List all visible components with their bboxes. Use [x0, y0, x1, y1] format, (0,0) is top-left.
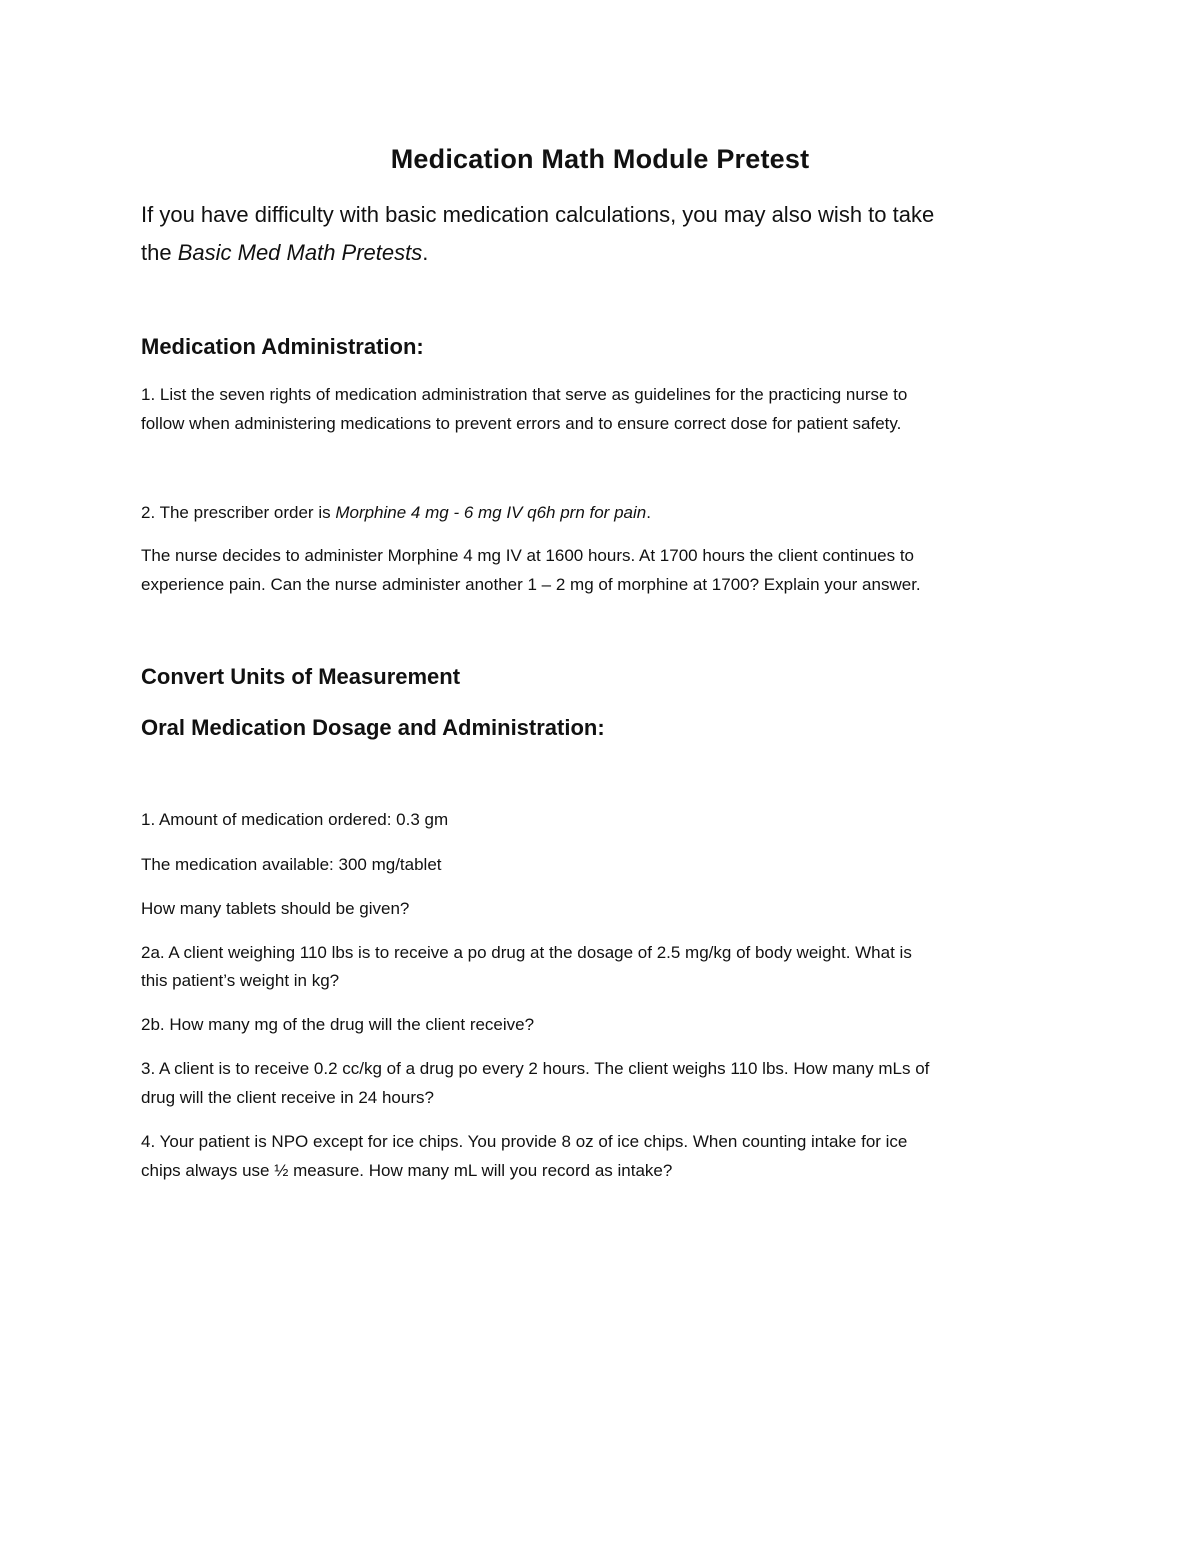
oral-q1-question: How many tablets should be given? [141, 899, 410, 918]
admin-q2-line-2: experience pain. Can the nurse administer another 1 – 2 mg of morphine at 1700? Explain your answer. [141, 575, 921, 594]
section-heading-oral-medication: Oral Medication Dosage and Administration: [141, 715, 605, 740]
section-heading-administration: Medication Administration: [141, 334, 424, 359]
oral-q1-available: The medication available: 300 mg/tablet [141, 855, 442, 874]
admin-q1-line-2: follow when administering medications to prevent errors and to ensure correct dose for patient safety. [141, 414, 902, 433]
admin-q2-order [141, 503, 651, 523]
intro-prefix: the [141, 240, 178, 265]
intro-suffix: . [422, 240, 429, 265]
oral-q3-line-1: 3. A client is to receive 0.2 cc/kg of a drug po every 2 hours. The client weighs 110 lbs. How many mLs of [141, 1059, 930, 1078]
oral-q1-ordered: 1. Amount of medication ordered: 0.3 gm [141, 810, 449, 829]
intro-line-1: If you have difficulty with basic medication calculations, you may also wish to take [141, 202, 935, 227]
pretest-reference: Basic Med Math Pretests [177, 240, 423, 265]
page-title: Medication Math Module Pretest [390, 144, 810, 174]
admin-q1-line-1: 1. List the seven rights of medication administration that serve as guidelines for the practicing nurse to [141, 385, 908, 404]
order-suffix: . [646, 503, 651, 522]
oral-q2a-line-1: 2a. A client weighing 110 lbs is to receive a po drug at the dosage of 2.5 mg/kg of body weight. What is [141, 943, 912, 962]
section-heading-convert-units: Convert Units of Measurement [141, 664, 461, 689]
oral-q2a-line-2: this patient’s weight in kg? [141, 971, 340, 990]
oral-q2b: 2b. How many mg of the drug will the client receive? [141, 1015, 535, 1034]
intro-line-2 [141, 240, 428, 266]
oral-q4-line-2: chips always use ½ measure. How many mL will you record as intake? [141, 1161, 673, 1180]
admin-q2-line-1: The nurse decides to administer Morphine 4 mg IV at 1600 hours. At 1700 hours the client continues to [141, 546, 915, 565]
oral-q4-line-1: 4. Your patient is NPO except for ice chips. You provide 8 oz of ice chips. When counting intake for ice [141, 1132, 908, 1151]
oral-q3-line-2: drug will the client receive in 24 hours? [141, 1088, 434, 1107]
prescriber-order: Morphine 4 mg - 6 mg IV q6h prn for pain [335, 503, 647, 522]
order-prefix: 2. The prescriber order is [141, 503, 336, 522]
